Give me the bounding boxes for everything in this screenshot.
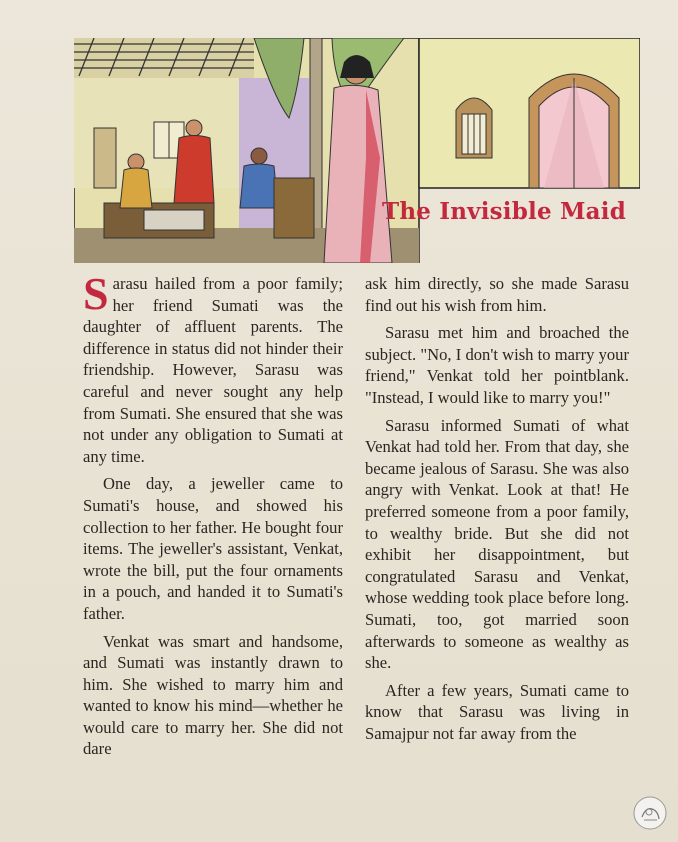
left-column [83,268,343,766]
paragraph-3: Venkat was smart and handsome, and Sumati was instantly drawn to him. She wished to marry him and wanted to know his mind—whether he would care to marry her. She did not dare [83,631,343,759]
paragraph-7: After a few years, Sumati came to know that Sarasu was living in Samajpur not far away from the [365,680,629,743]
paragraph-4: ask him directly, so she made Sarasu find out his wish from him. [365,274,629,315]
story-illustration [74,38,640,263]
paragraph-1 [83,268,343,467]
right-column [365,273,629,750]
paragraph-5: Sarasu met him and broached the subject. "No, I don't wish to marry your friend," Venkat told her pointblank. "Instead, I would like to marry you!" [365,323,629,407]
drop-cap: S [83,268,109,319]
paragraph-6: Sarasu informed Sumati of what Venkat had told her. From that day, she became jealous of Sarasu. She was also angry with Venkat. Look at that! He preferred someone from a poor family, to wealthy bride. But she did not exhibit her disappointment, but congratulated Sarasu and Venkat, whose wedding took place before long. Sumati, too, got married soon afterwards to someone as wealthy as she. [365,415,629,673]
paragraph-2: One day, a jeweller came to Sumati's house, and showed his collection to her father. He bought four items. The jeweller's assistant, Venkat, wrote the bill, put the four ornaments in a pouch, and handed it to Sumati's father. [83,474,343,623]
archive-stamp-icon [632,795,668,831]
story-title: The Invisible Maid [382,198,626,225]
paragraph-1-text: arasu hailed from a poor family; her friend Sumati was the daughter of affluent parents. The difference in status did not hinder their friendship. However, Sarasu was careful and never sought any help from Sumati. She ensured that she was not under any obligation to Sumati at any time. [83,274,343,466]
